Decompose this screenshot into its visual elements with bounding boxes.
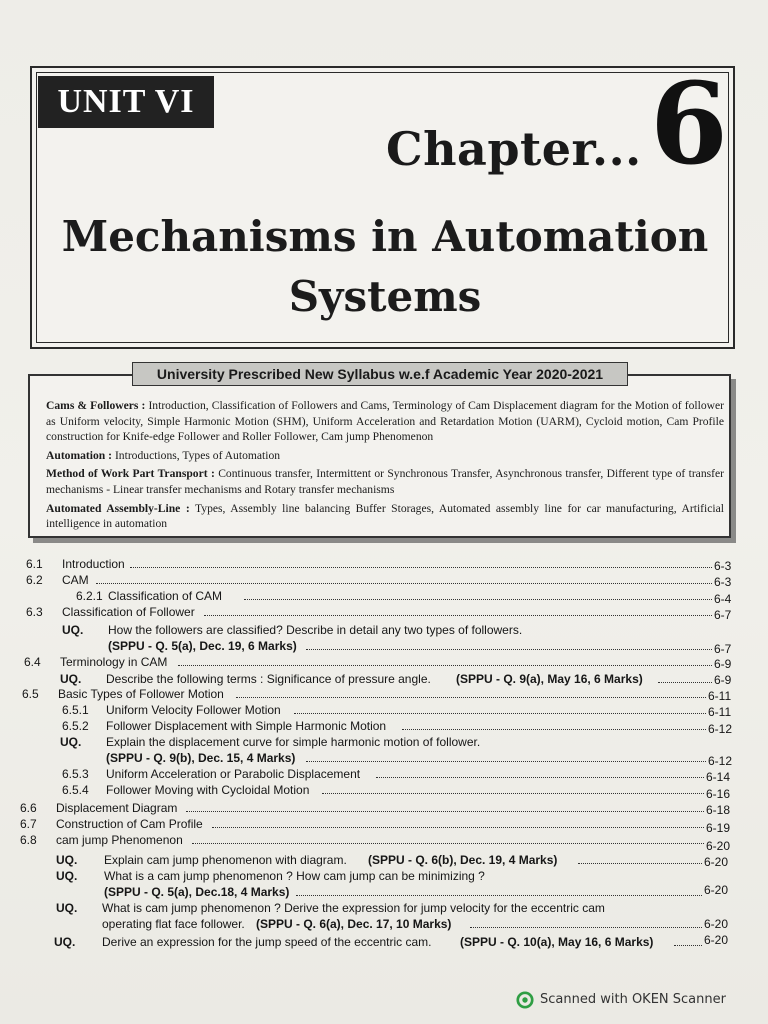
toc-question: operating flat face follower. [102,917,245,931]
toc-page: 6-4 [714,592,732,606]
toc-row [0,588,768,604]
toc-number: 6.1 [26,557,43,571]
toc-label: Uniform Velocity Follower Motion [106,703,281,717]
toc-question: Derive an expression for the jump speed of the eccentric cam. [102,935,432,949]
syllabus-heading: Method of Work Part Transport : [46,467,215,481]
toc-page: 6-20 [704,855,729,869]
syllabus-text [46,398,724,535]
toc-row [0,718,768,734]
syllabus-item [46,398,724,445]
toc-leader [306,638,712,650]
scanner-watermark: Scanned with OKEN Scanner [540,992,726,1007]
toc-page: 6-7 [714,642,732,656]
chapter-number: 6 [650,59,728,190]
syllabus-body: Continuous transfer, Intermittent or Synchronous Transfer, Asynchronous transfer, Different type of transfer mechanisms - Linear transfer mechanisms and Rotary transfer mechanisms [46,467,724,496]
toc-row [0,900,768,916]
toc-leader [96,572,712,584]
toc-row [0,654,768,670]
toc-row [0,832,768,853]
toc-number: 6.5.3 [62,767,89,781]
toc-row [0,766,768,782]
toc-row [0,556,768,572]
toc-leader [322,782,704,794]
toc-number: 6.5.1 [62,703,89,717]
toc-page: 6-14 [706,770,731,784]
toc-label: Uniform Acceleration or Parabolic Displacement [106,767,361,781]
toc-reference: (SPPU - Q. 5(a), Dec.18, 4 Marks) [104,885,290,899]
toc-row [0,572,768,588]
toc-number: 6.5.4 [62,783,89,797]
toc-leader [236,686,706,698]
toc-uq-tag: UQ. [60,672,82,686]
toc-question: Describe the following terms : Significance of pressure angle. [106,672,431,686]
toc-reference: (SPPU - Q. 9(b), Dec. 15, 4 Marks) [106,751,296,765]
toc-leader [376,766,704,778]
toc-row [0,800,768,816]
toc-number: 6.3 [26,605,43,619]
toc-label: Classification of CAM [108,589,223,603]
toc-row [0,622,768,638]
toc-label: Follower Moving with Cycloidal Motion [106,783,310,797]
toc-label: Basic Types of Follower Motion [58,687,224,701]
syllabus-body: Introduction, Classification of Followers and Cams, Terminology of Cam Displacement diagram for the Motion of follower as Uniform velocity, Simple Harmonic Motion (SHM), Uniform Acceleration and Retardation Motion (UARM), Cycloid motion, Cam Profile construction for Knife-edge Follower and Roller Follower, Cam jump Phenomenon [46,399,725,444]
toc-leader [212,816,704,828]
toc-page: 6-9 [714,657,732,671]
toc-number: 6.5.2 [62,719,89,733]
toc-leader [674,934,702,946]
toc-row [0,868,768,884]
toc-reference: (SPPU - Q. 6(b), Dec. 19, 4 Marks) [368,853,558,867]
toc-row [0,934,768,950]
toc-number: 6.5 [22,687,39,701]
toc-page: 6-3 [714,575,732,589]
syllabus-body: Types, Assembly line balancing Buffer Storages, Automated assembly line for car manufacturing, Artificial intelligence in automation [46,501,724,531]
toc-reference: (SPPU - Q. 6(a), Dec. 17, 10 Marks) [256,917,452,931]
chapter-title-line-2: Systems [288,272,482,321]
toc-question: How the followers are classified? Describe in detail any two types of followers. [108,623,523,637]
syllabus-item [46,501,724,532]
toc-row [0,916,768,932]
toc-row [0,852,768,868]
chapter-title-line-1: Mechanisms in Automation [61,212,709,261]
toc-label: Terminology in CAM [60,655,168,669]
toc-number: 6.6 [20,801,37,815]
toc-number: 6.8 [20,833,37,847]
toc-label: Construction of Cam Profile [56,817,203,831]
toc-leader [186,800,704,812]
syllabus-item [46,448,724,464]
toc-row [0,782,768,801]
toc-leader [578,852,702,864]
toc-reference: (SPPU - Q. 10(a), May 16, 6 Marks) [460,935,654,949]
toc-row [0,638,768,654]
toc-question: Explain cam jump phenomenon with diagram. [104,853,347,867]
toc-label: Classification of Follower [62,605,195,619]
toc-row [0,734,768,750]
toc-row [0,816,768,835]
toc-question: What is cam jump phenomenon ? Derive the expression for jump velocity for the eccentric cam [102,901,605,915]
toc-label: cam jump Phenomenon [56,833,183,847]
toc-number: 6.7 [20,817,37,831]
toc-reference: (SPPU - Q. 9(a), May 16, 6 Marks) [456,672,643,686]
toc-uq-tag: UQ. [62,623,84,637]
toc-page: 6-20 [706,839,731,853]
toc-page: 6-18 [706,803,731,817]
toc-label: CAM [62,573,89,587]
chapter-word: Chapter... [386,122,642,176]
toc-leader [244,588,712,600]
toc-label: Displacement Diagram [56,801,178,815]
toc-page: 6-20 [704,883,729,897]
toc-leader [658,671,712,683]
syllabus-heading: Automated Assembly-Line : [46,501,190,515]
syllabus-header: University Prescribed New Syllabus w.e.f Academic Year 2020-2021 [132,362,628,386]
toc-page: 6-11 [708,689,732,703]
toc-leader [306,750,706,762]
toc-page: 6-3 [714,559,732,573]
toc-uq-tag: UQ. [60,735,82,749]
toc-leader [296,884,702,896]
toc-page: 6-7 [714,608,732,622]
toc-page: 6-20 [704,917,729,931]
toc-leader [204,604,712,616]
toc-number: 6.4 [24,655,41,669]
toc-number: 6.2 [26,573,43,587]
toc-question: Explain the displacement curve for simple harmonic motion of follower. [106,735,481,749]
toc-row [0,702,768,718]
toc-page: 6-12 [708,722,733,736]
toc-label: Follower Displacement with Simple Harmonic Motion [106,719,387,733]
toc-page: 6-12 [708,754,733,768]
toc-page: 6-20 [704,933,729,947]
toc-uq-tag: UQ. [56,869,78,883]
toc-leader [402,718,706,730]
toc-question: What is a cam jump phenomenon ? How cam jump can be minimizing ? [104,869,485,883]
toc-leader [470,916,702,928]
toc-page: 6-16 [706,787,731,801]
toc-label: Introduction [62,557,125,571]
toc-leader [192,832,704,844]
toc-row [0,671,768,687]
syllabus-heading: Automation : [46,448,113,462]
toc-number: 6.2.1 [76,589,103,603]
syllabus-body: Introductions, Types of Automation [114,448,281,462]
toc-leader [294,702,706,714]
toc-leader [178,654,712,666]
unit-badge: UNIT VI [38,76,214,128]
toc-row [0,750,768,766]
syllabus-item [46,466,724,497]
toc-page: 6-11 [708,705,732,719]
toc-reference: (SPPU - Q. 5(a), Dec. 19, 6 Marks) [108,639,297,653]
toc-row [0,884,768,900]
toc-row [0,686,768,702]
toc-page: 6-9 [714,673,732,687]
syllabus-heading: Cams & Followers : [46,399,146,412]
toc-uq-tag: UQ. [54,935,76,949]
toc-page: 6-19 [706,821,731,835]
oken-scanner-logo-icon [516,991,534,1009]
toc-uq-tag: UQ. [56,901,78,915]
toc-uq-tag: UQ. [56,853,78,867]
toc-row [0,604,768,620]
toc-leader [130,556,712,568]
